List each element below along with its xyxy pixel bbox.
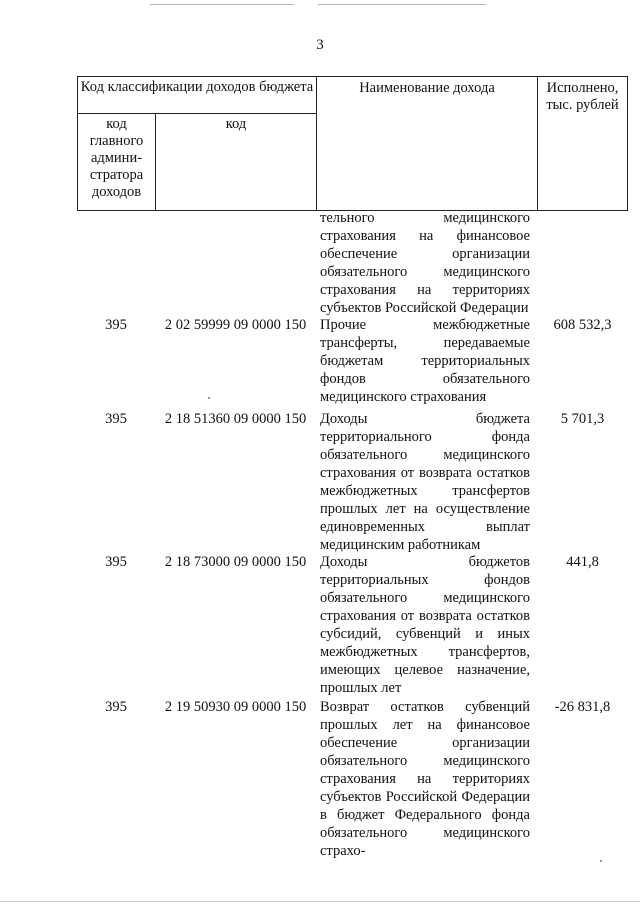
header-income-name: Наименование дохода — [316, 76, 537, 211]
scan-top-rule-left — [150, 4, 294, 5]
row-1-admin: 395 — [105, 317, 127, 333]
row-4-admin: 395 — [105, 699, 127, 715]
row-4-code: 2 19 50930 09 0000 150 — [164, 699, 307, 715]
scan-speck — [208, 397, 210, 399]
header-code: код — [155, 113, 316, 211]
scan-top-rule-right — [318, 4, 486, 5]
header-code-group: Код классификации доходов бюджета — [77, 76, 316, 113]
row-3-value: 441,8 — [566, 554, 599, 570]
row-2-value: 5 701,3 — [560, 411, 605, 427]
row-4-name: Возврат остатков субвенций прошлых лет на финансовое обеспечение организации обязательного медицинского страхования на территориях субъектов Российской Федерации в бюджет Федерального фонда обязательного медицинского страхо- — [320, 699, 530, 859]
row-1-value: 608 532,3 — [553, 317, 612, 333]
row-2-admin: 395 — [105, 411, 127, 427]
scan-speck — [600, 860, 602, 862]
continuation-text: тельного медицинского страхования на финансовое обеспечение организации обязательного медицинского страхования на территориях субъектов Российской Федерации — [320, 210, 530, 316]
page-number: 3 — [316, 37, 324, 53]
row-1-code: 2 02 59999 09 0000 150 — [164, 317, 307, 333]
scan-bottom-edge — [0, 901, 640, 902]
row-2-code: 2 18 51360 09 0000 150 — [164, 411, 307, 427]
row-4-value: -26 831,8 — [554, 699, 611, 715]
row-1-name: Прочие межбюджетные трансферты, передаваемые бюджетам территориальных фондов обязательного медицинского страхования — [320, 317, 530, 405]
header-admin-code: код главного админи-стратора доходов — [77, 113, 155, 211]
row-2-name: Доходы бюджета территориального фонда обязательного медицинского страхования от возврата остатков межбюджетных трансфертов прошлых лет на осуществление единовременных выплат медицинским работникам — [320, 411, 530, 553]
header-executed: Исполнено, тыс. рублей — [537, 76, 628, 211]
row-3-code: 2 18 73000 09 0000 150 — [164, 554, 307, 570]
row-3-name: Доходы бюджетов территориальных фондов обязательного медицинского страхования от возврата остатков субсидий, субвенций и иных межбюджетных трансфертов, имеющих целевое назначение, прошлых лет — [320, 554, 530, 696]
row-3-admin: 395 — [105, 554, 127, 570]
